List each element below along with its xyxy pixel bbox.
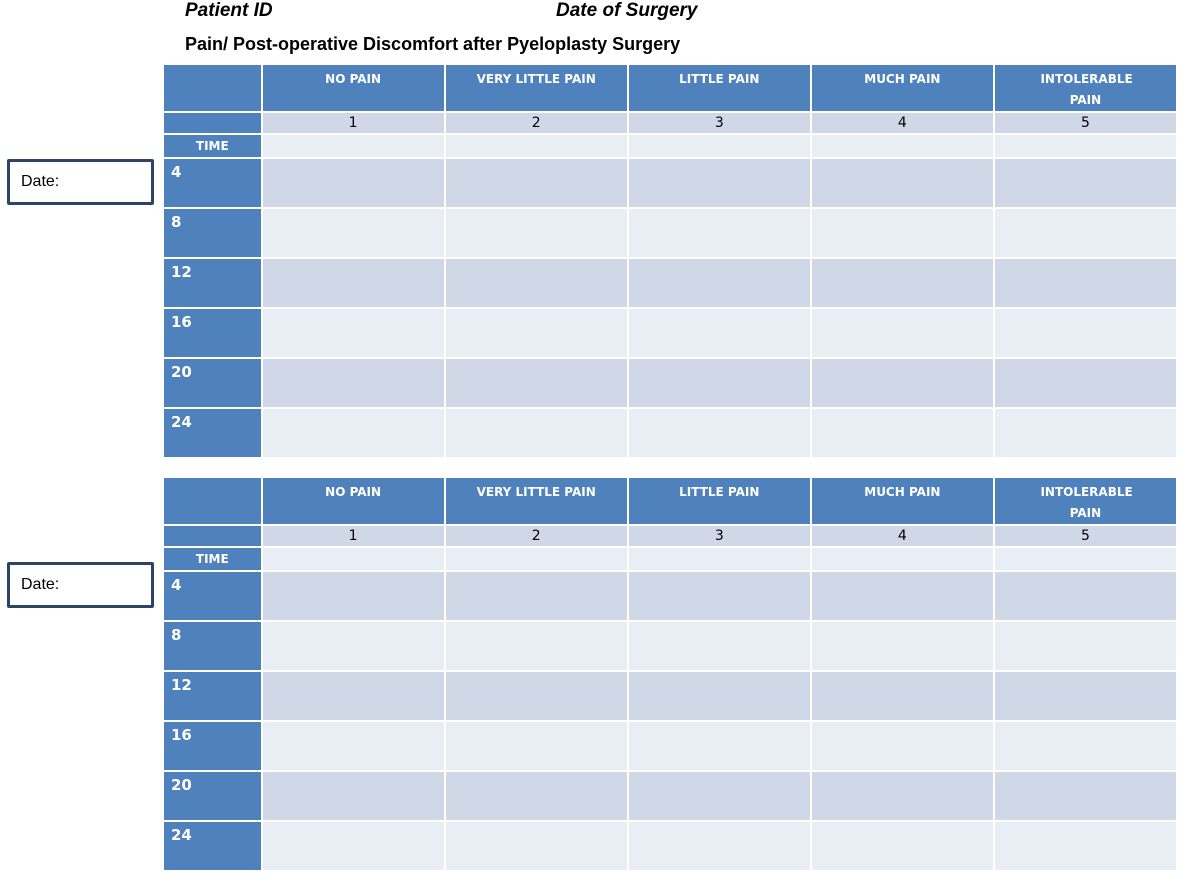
column-header-much-pain: MUCH PAIN	[811, 64, 994, 112]
score-cell: 2	[445, 112, 628, 134]
date-field-label: Date:	[21, 576, 60, 593]
entry-cell[interactable]	[811, 308, 994, 358]
time-label: TIME	[163, 134, 262, 158]
entry-cell[interactable]	[811, 358, 994, 408]
column-header-little-pain: LITTLE PAIN	[628, 64, 811, 112]
entry-cell[interactable]	[628, 771, 811, 821]
entry-cell[interactable]	[445, 671, 628, 721]
entry-cell[interactable]	[262, 408, 445, 458]
score-cell: 4	[811, 525, 994, 547]
date-field-1[interactable]	[7, 159, 154, 205]
hour-label: 4	[163, 158, 262, 208]
entry-cell[interactable]	[628, 308, 811, 358]
entry-cell[interactable]	[445, 771, 628, 821]
entry-cell[interactable]	[445, 208, 628, 258]
score-corner-cell	[163, 112, 262, 134]
entry-cell[interactable]	[628, 358, 811, 408]
entry-cell[interactable]	[628, 821, 811, 871]
entry-cell[interactable]	[811, 258, 994, 308]
entry-cell[interactable]	[445, 158, 628, 208]
entry-cell[interactable]	[445, 821, 628, 871]
table-cell	[445, 134, 628, 158]
entry-cell[interactable]	[628, 258, 811, 308]
hour-label: 16	[163, 721, 262, 771]
entry-cell[interactable]	[994, 771, 1177, 821]
entry-cell[interactable]	[445, 621, 628, 671]
score-cell: 3	[628, 112, 811, 134]
table-row	[163, 571, 1177, 621]
entry-cell[interactable]	[994, 571, 1177, 621]
table-cell	[628, 134, 811, 158]
entry-cell[interactable]	[262, 721, 445, 771]
entry-cell[interactable]	[445, 358, 628, 408]
entry-cell[interactable]	[811, 721, 994, 771]
entry-cell[interactable]	[628, 208, 811, 258]
entry-cell[interactable]	[811, 771, 994, 821]
score-cell: 5	[994, 112, 1177, 134]
entry-cell[interactable]	[445, 258, 628, 308]
entry-cell[interactable]	[262, 771, 445, 821]
table-row	[163, 771, 1177, 821]
entry-cell[interactable]	[994, 621, 1177, 671]
column-header-no-pain: NO PAIN	[262, 64, 445, 112]
hour-label: 20	[163, 358, 262, 408]
form-title: Pain/ Post-operative Discomfort after Pyeloplasty Surgery	[185, 34, 681, 54]
entry-cell[interactable]	[994, 258, 1177, 308]
table-cell	[445, 547, 628, 571]
entry-cell[interactable]	[262, 358, 445, 408]
score-cell: 1	[262, 112, 445, 134]
column-header-very-little-pain: VERY LITTLE PAIN	[445, 64, 628, 112]
table-cell	[811, 134, 994, 158]
column-header-no-pain: NO PAIN	[262, 477, 445, 525]
table-row	[163, 408, 1177, 458]
entry-cell[interactable]	[628, 158, 811, 208]
score-row	[163, 112, 1177, 134]
entry-cell[interactable]	[811, 671, 994, 721]
hour-label: 12	[163, 671, 262, 721]
entry-cell[interactable]	[262, 208, 445, 258]
date-of-surgery-label: Date of Surgery	[556, 0, 698, 21]
entry-cell[interactable]	[445, 308, 628, 358]
hour-label: 24	[163, 821, 262, 871]
score-row	[163, 525, 1177, 547]
time-label: TIME	[163, 547, 262, 571]
score-cell: 2	[445, 525, 628, 547]
table-cell	[994, 547, 1177, 571]
table-row	[163, 821, 1177, 871]
entry-cell[interactable]	[262, 258, 445, 308]
entry-cell[interactable]	[811, 408, 994, 458]
patient-id-label: Patient ID	[185, 0, 273, 21]
table-cell	[628, 547, 811, 571]
entry-cell[interactable]	[994, 671, 1177, 721]
score-cell: 3	[628, 525, 811, 547]
pain-header-row	[163, 477, 1177, 525]
table-cell	[262, 134, 445, 158]
table-row	[163, 258, 1177, 308]
pain-table-2	[162, 476, 1178, 872]
table-row	[163, 621, 1177, 671]
score-cell: 5	[994, 525, 1177, 547]
entry-cell[interactable]	[628, 721, 811, 771]
date-field-2[interactable]	[7, 562, 154, 608]
entry-cell[interactable]	[628, 408, 811, 458]
table-row	[163, 208, 1177, 258]
hour-label: 16	[163, 308, 262, 358]
entry-cell[interactable]	[628, 671, 811, 721]
entry-cell[interactable]	[994, 821, 1177, 871]
entry-cell[interactable]	[628, 621, 811, 671]
table-row	[163, 308, 1177, 358]
entry-cell[interactable]	[994, 308, 1177, 358]
entry-cell[interactable]	[994, 158, 1177, 208]
table-cell	[811, 547, 994, 571]
table-cell	[994, 134, 1177, 158]
entry-cell[interactable]	[628, 571, 811, 621]
table-row	[163, 358, 1177, 408]
score-corner-cell	[163, 525, 262, 547]
column-header-little-pain: LITTLE PAIN	[628, 477, 811, 525]
score-cell: 4	[811, 112, 994, 134]
entry-cell[interactable]	[994, 408, 1177, 458]
hour-label: 12	[163, 258, 262, 308]
entry-cell[interactable]	[445, 571, 628, 621]
entry-cell[interactable]	[262, 621, 445, 671]
column-header-very-little-pain: VERY LITTLE PAIN	[445, 477, 628, 525]
hour-label: 8	[163, 621, 262, 671]
header-corner-cell	[163, 477, 262, 525]
column-header-much-pain: MUCH PAIN	[811, 477, 994, 525]
entry-cell[interactable]	[262, 158, 445, 208]
pain-table-1	[162, 63, 1178, 459]
score-cell: 1	[262, 525, 445, 547]
time-label-row	[163, 547, 1177, 571]
entry-cell[interactable]	[811, 621, 994, 671]
entry-cell[interactable]	[811, 571, 994, 621]
date-field-label: Date:	[21, 173, 60, 190]
pain-header-row	[163, 64, 1177, 112]
entry-cell[interactable]	[994, 721, 1177, 771]
table-cell	[262, 547, 445, 571]
entry-cell[interactable]	[262, 308, 445, 358]
entry-cell[interactable]	[262, 821, 445, 871]
table-row	[163, 158, 1177, 208]
entry-cell[interactable]	[445, 721, 628, 771]
table-row	[163, 721, 1177, 771]
entry-cell[interactable]	[811, 158, 994, 208]
hour-label: 4	[163, 571, 262, 621]
column-header-intolerable-pain: INTOLERABLE PAIN	[994, 477, 1177, 525]
entry-cell[interactable]	[811, 208, 994, 258]
hour-label: 20	[163, 771, 262, 821]
hour-label: 24	[163, 408, 262, 458]
entry-cell[interactable]	[262, 571, 445, 621]
header-corner-cell	[163, 64, 262, 112]
entry-cell[interactable]	[994, 358, 1177, 408]
table-row	[163, 671, 1177, 721]
hour-label: 8	[163, 208, 262, 258]
time-label-row	[163, 134, 1177, 158]
entry-cell[interactable]	[445, 408, 628, 458]
entry-cell[interactable]	[811, 821, 994, 871]
column-header-intolerable-pain: INTOLERABLE PAIN	[994, 64, 1177, 112]
entry-cell[interactable]	[994, 208, 1177, 258]
entry-cell[interactable]	[262, 671, 445, 721]
